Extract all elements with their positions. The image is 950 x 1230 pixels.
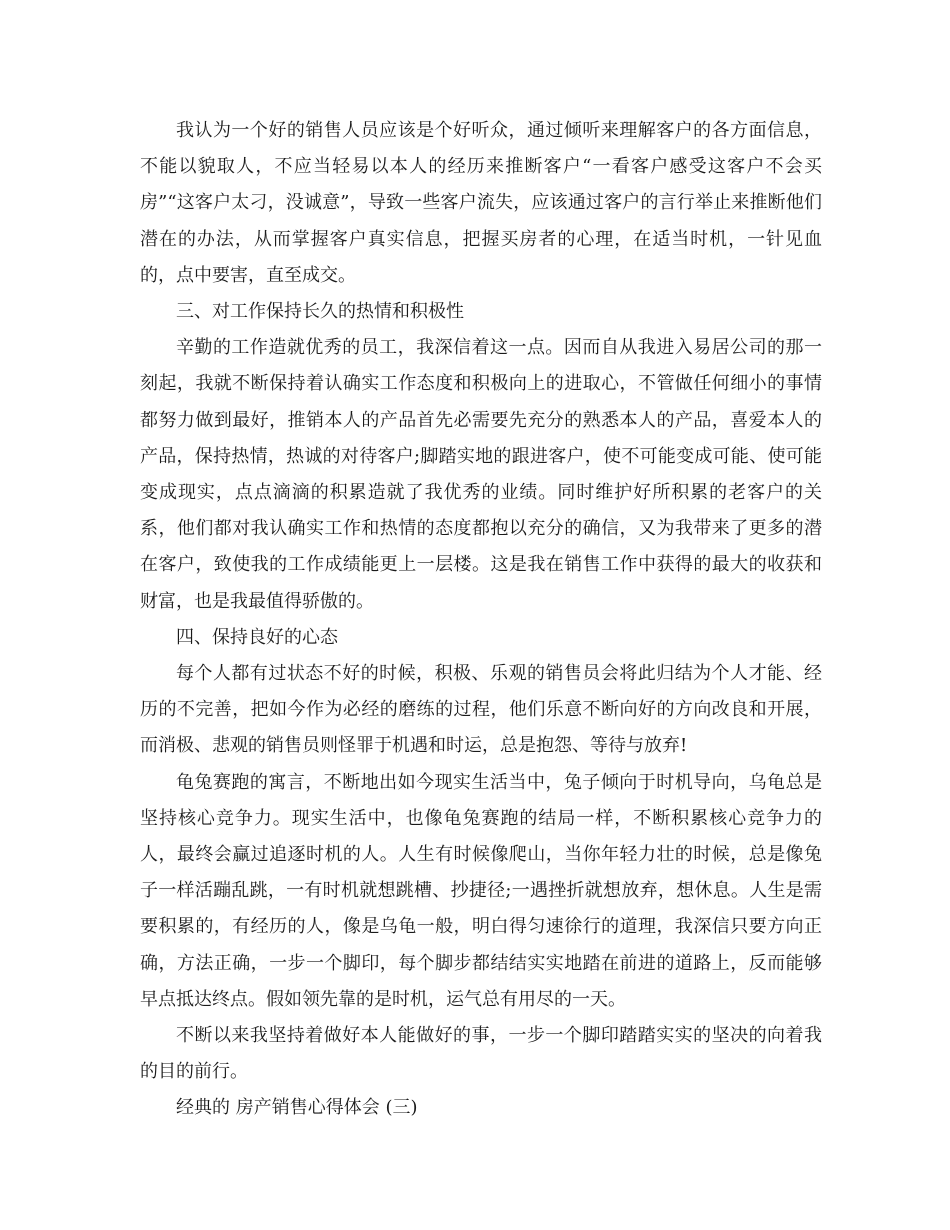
- section-heading-3: 三、对工作保持长久的热情和积极性: [176, 301, 464, 323]
- paragraph-attitude: 每个人都有过状态不好的时候，积极、乐观的销售员会将此归结为个人才能、经历的不完善，把如今作为必经的磨练的过程，他们乐意不断向好的方向改良和开展，而消极、悲观的销售员则怪罪于机遇和时运，总是抱怨、等待与放弃!: [140, 663, 822, 757]
- paragraph-tortoise-hare: 龟兔赛跑的寓言，不断地出如今现实生活当中，兔子倾向于时机导向，乌龟总是坚持核心竞争力。现实生活中，也像龟兔赛跑的结局一样，不断积累核心竞争力的人，最终会赢过追逐时机的人。人生有时候像爬山，当你年轻力壮的时候，总是像兔子一样活蹦乱跳，一有时机就想跳槽、抄捷径;一遇挫折就想放弃，想休息。人生是需要积累的，有经历的人，像是乌龟一般，明白得匀速徐行的道理，我深信只要方向正确，方法正确，一步一个脚印，每个脚步都结结实实地踏在前进的道路上，反而能够早点抵达终点。假如领先靠的是时机，运气总有用尽的一天。: [140, 771, 822, 1010]
- paragraph-steady-progress: 不断以来我坚持着做好本人能做好的事，一步一个脚印踏踏实实的坚决的向着我的目的前行。: [140, 1025, 822, 1083]
- section-heading-4: 四、保持良好的心态: [176, 626, 338, 648]
- paragraph-enthusiasm: 辛勤的工作造就优秀的员工，我深信着这一点。因而自从我进入易居公司的那一刻起，我就不断保持着认确实工作态度和积极向上的进取心，不管做任何细小的事情都努力做到最好，推销本人的产品首先必需要先充分的熟悉本人的产品，喜爱本人的产品，保持热情，热诚的对待客户;脚踏实地的跟进客户，使不可能变成可能、使可能变成现实，点点滴滴的积累造就了我优秀的业绩。同时维护好所积累的老客户的关系，他们都对我认确实工作和热情的态度都抱以充分的确信，又为我带来了更多的潜在客户，致使我的工作成绩能更上一层楼。这是我在销售工作中获得的最大的收获和财富，也是我最值得骄傲的。: [140, 337, 822, 612]
- paragraph-listening: 我认为一个好的销售人员应该是个好听众，通过倾听来理解客户的各方面信息，不能以貌取人，不应当轻易以本人的经历来推断客户“一看客户感受这客户不会买房”“这客户太刁，没诚意”，导致一些客户流失，应该通过客户的言行举止来推断他们潜在的办法，从而掌握客户真实信息，把握买房者的心理，在适当时机，一针见血的，点中要害，直至成交。: [140, 120, 822, 286]
- document-body: [140, 113, 822, 1127]
- article-heading-3: 经典的 房产销售心得体会 (三): [176, 1097, 418, 1119]
